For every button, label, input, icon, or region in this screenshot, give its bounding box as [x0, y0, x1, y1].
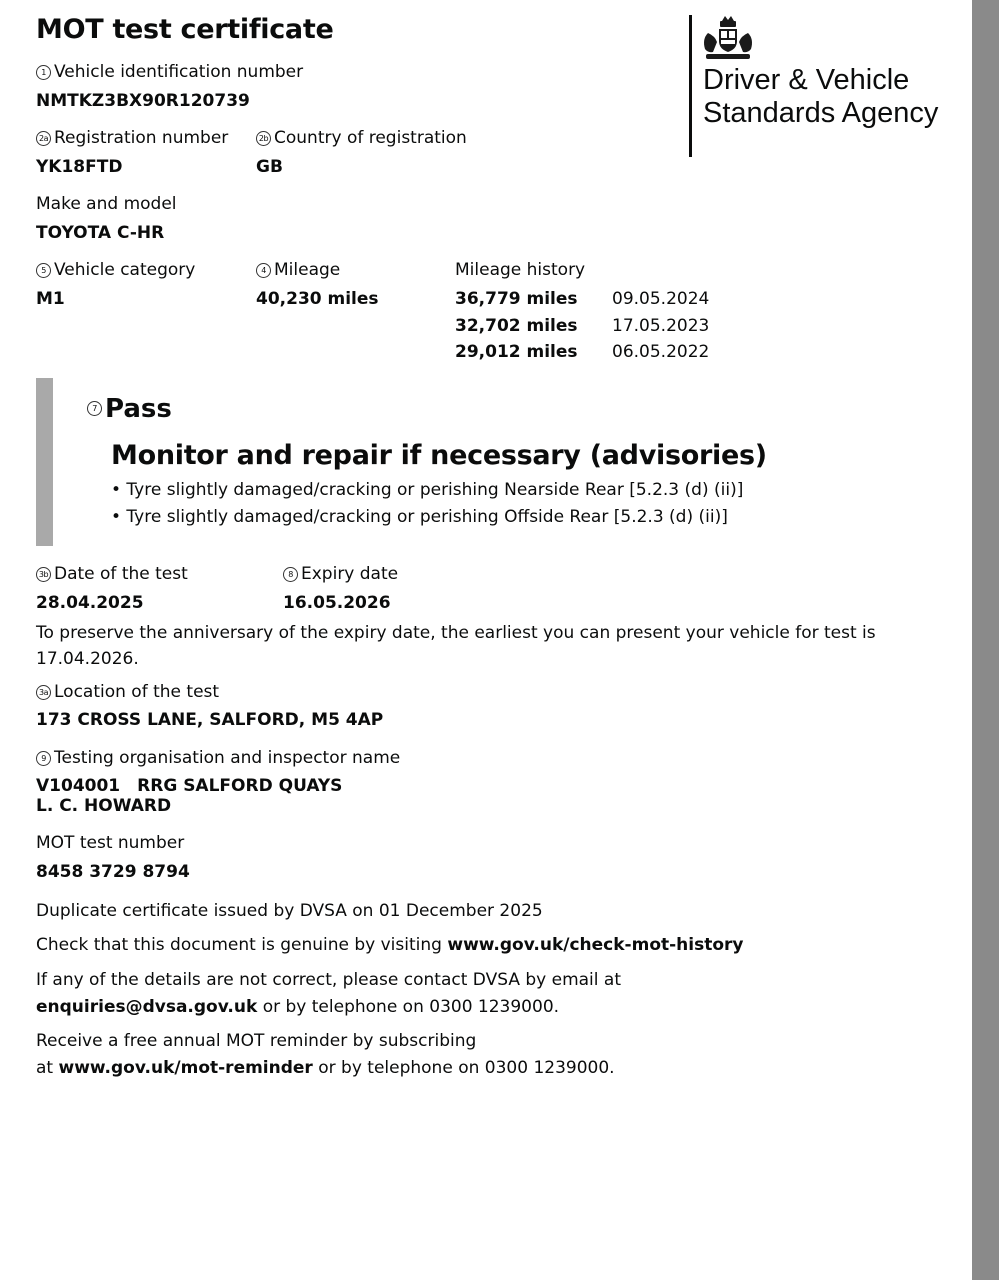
- field-marker: 3b: [36, 567, 51, 582]
- expiry-value: 16.05.2026: [283, 593, 391, 613]
- expiry-label: 8 Expiry date: [283, 564, 398, 584]
- make-model-value: TOYOTA C-HR: [36, 223, 165, 243]
- field-marker: 4: [256, 263, 271, 278]
- agency-name: Driver & Vehicle Standards Agency: [703, 64, 939, 129]
- field-marker: 2b: [256, 131, 271, 146]
- contact-details: enquiries@dvsa.gov.uk or by telephone on 0300 1239000.: [36, 997, 560, 1017]
- agency-divider: [689, 15, 692, 157]
- test-number-value: 8458 3729 8794: [36, 862, 190, 882]
- field-marker: 2a: [36, 131, 51, 146]
- vin-value: NMTKZ3BX90R120739: [36, 91, 250, 111]
- anniversary-date: 17.04.2026.: [36, 649, 139, 669]
- reminder-note: Receive a free annual MOT reminder by subscribing: [36, 1031, 477, 1051]
- inspector-name: L. C. HOWARD: [36, 796, 172, 816]
- location-value: 173 CROSS LANE, SALFORD, M5 4AP: [36, 710, 384, 730]
- duplicate-note: Duplicate certificate issued by DVSA on 01 December 2025: [36, 901, 543, 921]
- page-title: MOT test certificate: [36, 14, 334, 45]
- reminder-details: at www.gov.uk/mot-reminder or by telephone on 0300 1239000.: [36, 1058, 615, 1078]
- anniversary-note: To preserve the anniversary of the expiry date, the earliest you can present your vehicle for test is: [36, 623, 876, 643]
- country-label: 2b Country of registration: [256, 128, 467, 148]
- test-date-label: 3b Date of the test: [36, 564, 188, 584]
- test-date-value: 28.04.2025: [36, 593, 144, 613]
- royal-crest-icon: [700, 15, 756, 61]
- advisory-item: • Tyre slightly damaged/cracking or perishing Offside Rear [5.2.3 (d) (ii)]: [111, 507, 728, 527]
- contact-email-link[interactable]: enquiries@dvsa.gov.uk: [36, 997, 258, 1017]
- check-mot-history-link[interactable]: www.gov.uk/check-mot-history: [447, 935, 744, 955]
- field-marker: 3a: [36, 685, 51, 700]
- field-marker: 9: [36, 751, 51, 766]
- field-marker: 8: [283, 567, 298, 582]
- field-marker: 5: [36, 263, 51, 278]
- advisory-item: • Tyre slightly damaged/cracking or perishing Nearside Rear [5.2.3 (d) (ii)]: [111, 480, 744, 500]
- mileage-history-date: 06.05.2022: [612, 342, 710, 362]
- result-status: 7 Pass: [87, 394, 172, 424]
- country-value: GB: [256, 157, 283, 177]
- mileage-history-miles: 29,012 miles: [455, 342, 578, 362]
- test-number-label: MOT test number: [36, 833, 185, 853]
- mileage-history-miles: 32,702 miles: [455, 316, 578, 336]
- genuine-check: Check that this document is genuine by visiting www.gov.uk/check-mot-history: [36, 935, 744, 955]
- mileage-label: 4 Mileage: [256, 260, 340, 280]
- location-label: 3a Location of the test: [36, 682, 219, 702]
- vin-label: 1 Vehicle identification number: [36, 62, 303, 82]
- field-marker: 7: [87, 401, 102, 416]
- tester-label: 9 Testing organisation and inspector name: [36, 748, 400, 768]
- make-model-label: Make and model: [36, 194, 177, 214]
- registration-value: YK18FTD: [36, 157, 123, 177]
- registration-label: 2a Registration number: [36, 128, 228, 148]
- mot-reminder-link[interactable]: www.gov.uk/mot-reminder: [58, 1058, 313, 1078]
- scrollbar[interactable]: [972, 0, 999, 1280]
- advisories-heading: Monitor and repair if necessary (advisories): [111, 440, 767, 471]
- result-side-bar: [36, 378, 53, 546]
- mileage-history-label: Mileage history: [455, 260, 586, 280]
- category-value: M1: [36, 289, 65, 309]
- tester-organisation: V104001 RRG SALFORD QUAYS: [36, 776, 343, 796]
- mileage-history-date: 09.05.2024: [612, 289, 710, 309]
- mileage-history-miles: 36,779 miles: [455, 289, 578, 309]
- category-label: 5 Vehicle category: [36, 260, 195, 280]
- field-marker: 1: [36, 65, 51, 80]
- contact-note: If any of the details are not correct, please contact DVSA by email at: [36, 970, 621, 990]
- mileage-value: 40,230 miles: [256, 289, 379, 309]
- mileage-history-date: 17.05.2023: [612, 316, 710, 336]
